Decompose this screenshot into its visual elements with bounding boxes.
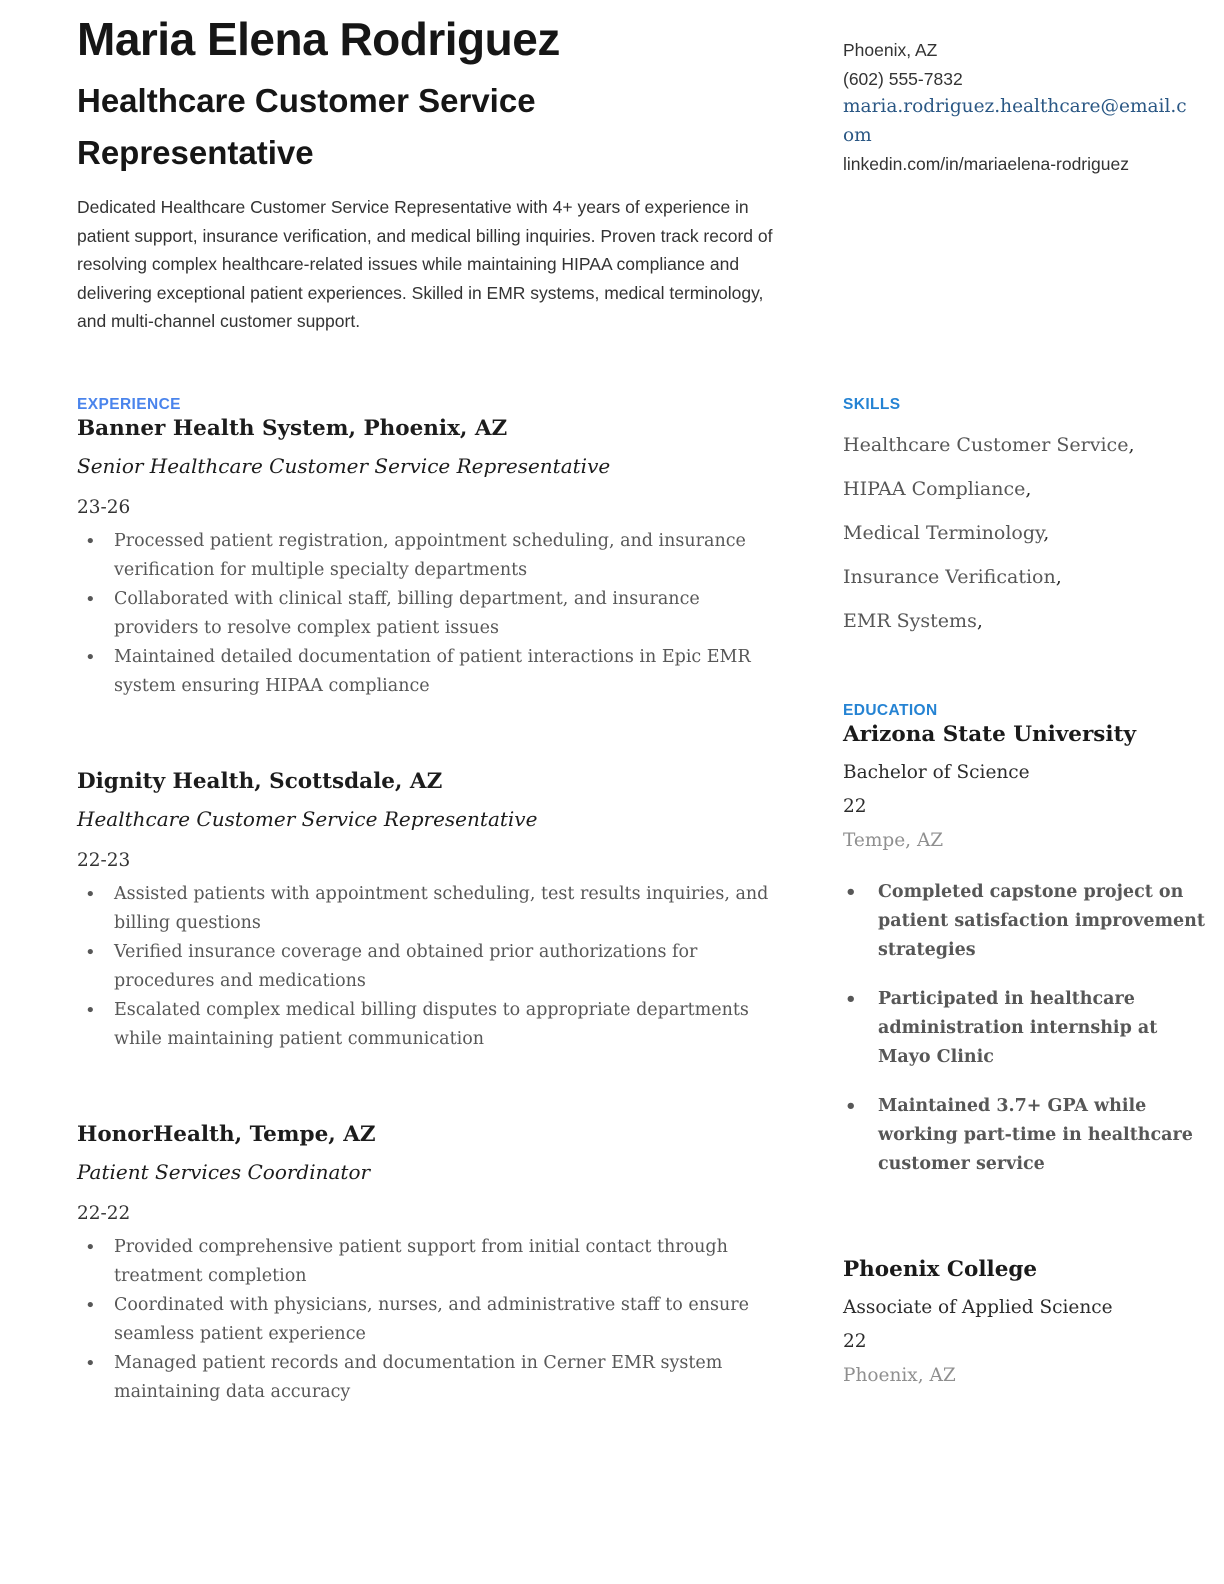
candidate-name: Maria Elena Rodriguez <box>77 13 560 65</box>
experience-section <box>77 396 783 1407</box>
job-bullet: • Collaborated with clinical staff, billing department, and insurance providers to resolve complex patient issues <box>77 585 783 643</box>
school-year: 22 <box>843 796 867 817</box>
skill-item <box>843 520 1205 546</box>
skill-text: Medical Terminology <box>843 522 1044 544</box>
job-role: Healthcare Customer Service Representative <box>77 807 538 831</box>
job-entry <box>77 767 783 1054</box>
sidebar-column <box>843 396 1205 1389</box>
school-location: Phoenix, AZ <box>843 1365 956 1386</box>
contact-email-link[interactable]: maria.rodriguez.healthcare@email.com <box>843 96 1187 146</box>
job-dates: 22-22 <box>77 1203 131 1224</box>
skill-text: Insurance Verification <box>843 566 1056 588</box>
job-bullet: • Verified insurance coverage and obtained prior authorizations for procedures and medications <box>77 938 783 996</box>
school-bullet: • Maintained 3.7+ GPA while working part-time in healthcare customer service <box>843 1092 1205 1179</box>
skill-separator: , <box>976 610 983 632</box>
school-degree: Bachelor of Science <box>843 762 1030 783</box>
skill-item <box>843 564 1205 590</box>
job-bullet: • Provided comprehensive patient support from initial contact through treatment completion <box>77 1233 783 1291</box>
job-bullet: • Escalated complex medical billing disputes to appropriate departments while maintaining patient communication <box>77 996 783 1054</box>
job-role: Patient Services Coordinator <box>77 1160 371 1184</box>
contact-phone: (602) 555-7832 <box>843 68 963 89</box>
skill-separator: , <box>1055 566 1062 588</box>
skill-text: Healthcare Customer Service <box>843 434 1129 456</box>
resume-header <box>77 12 783 336</box>
job-bullet: • Assisted patients with appointment scheduling, test results inquiries, and billing questions <box>77 880 783 938</box>
job-bullet-list <box>77 880 783 1054</box>
job-bullet: • Coordinated with physicians, nurses, and administrative staff to ensure seamless patient experience <box>77 1291 783 1349</box>
skill-separator: , <box>1025 478 1032 500</box>
school-name: Arizona State University <box>843 722 1137 747</box>
summary-paragraph: Dedicated Healthcare Customer Service Representative with 4+ years of experience in patient support, insurance verification, and medical billing inquiries. Proven track record of resolving complex healthcare-related issues while maintaining HIPAA compliance and delivering exceptional patient experiences. Skilled in EMR systems, medical terminology, and multi-channel customer support. <box>77 197 773 332</box>
school-year: 22 <box>843 1331 867 1352</box>
job-bullet: • Managed patient records and documentation in Cerner EMR system maintaining data accuracy <box>77 1349 783 1407</box>
job-entry <box>77 1120 783 1407</box>
skill-item <box>843 608 1205 634</box>
education-section <box>843 702 1205 1389</box>
contact-linkedin: linkedin.com/in/mariaelena-rodriguez <box>843 154 1129 174</box>
job-company: Dignity Health, Scottsdale, AZ <box>77 769 443 794</box>
candidate-title: Healthcare Customer Service Representative <box>77 82 536 172</box>
job-entry <box>77 414 783 701</box>
job-bullet-list <box>77 1233 783 1407</box>
school-entry <box>843 720 1205 1179</box>
skill-separator: , <box>1043 522 1050 544</box>
job-bullet: • Processed patient registration, appointment scheduling, and insurance verification for multiple specialty departments <box>77 527 783 585</box>
job-company: Banner Health System, Phoenix, AZ <box>77 416 508 441</box>
skills-section <box>843 396 1205 634</box>
job-dates: 23-26 <box>77 497 131 518</box>
education-heading: EDUCATION <box>843 702 938 719</box>
skill-separator: , <box>1128 434 1135 456</box>
school-location: Tempe, AZ <box>843 830 944 851</box>
contact-block <box>843 36 1193 179</box>
school-name: Phoenix College <box>843 1257 1038 1282</box>
job-role: Senior Healthcare Customer Service Representative <box>77 454 611 478</box>
skill-item <box>843 476 1205 502</box>
skill-text: EMR Systems <box>843 610 977 632</box>
school-bullet-list <box>843 878 1205 1179</box>
school-bullet: • Participated in healthcare administration internship at Mayo Clinic <box>843 985 1205 1072</box>
skill-item <box>843 432 1205 458</box>
skills-heading: SKILLS <box>843 396 901 413</box>
school-degree: Associate of Applied Science <box>843 1297 1113 1318</box>
job-company: HonorHealth, Tempe, AZ <box>77 1122 376 1147</box>
job-dates: 22-23 <box>77 850 131 871</box>
job-bullet-list <box>77 527 783 701</box>
experience-heading: EXPERIENCE <box>77 396 181 413</box>
skill-text: HIPAA Compliance <box>843 478 1026 500</box>
school-entry <box>843 1255 1205 1389</box>
contact-location: Phoenix, AZ <box>843 40 938 60</box>
school-bullet: • Completed capstone project on patient satisfaction improvement strategies <box>843 878 1205 965</box>
job-bullet: • Maintained detailed documentation of patient interactions in Epic EMR system ensuring HIPAA compliance <box>77 643 783 701</box>
